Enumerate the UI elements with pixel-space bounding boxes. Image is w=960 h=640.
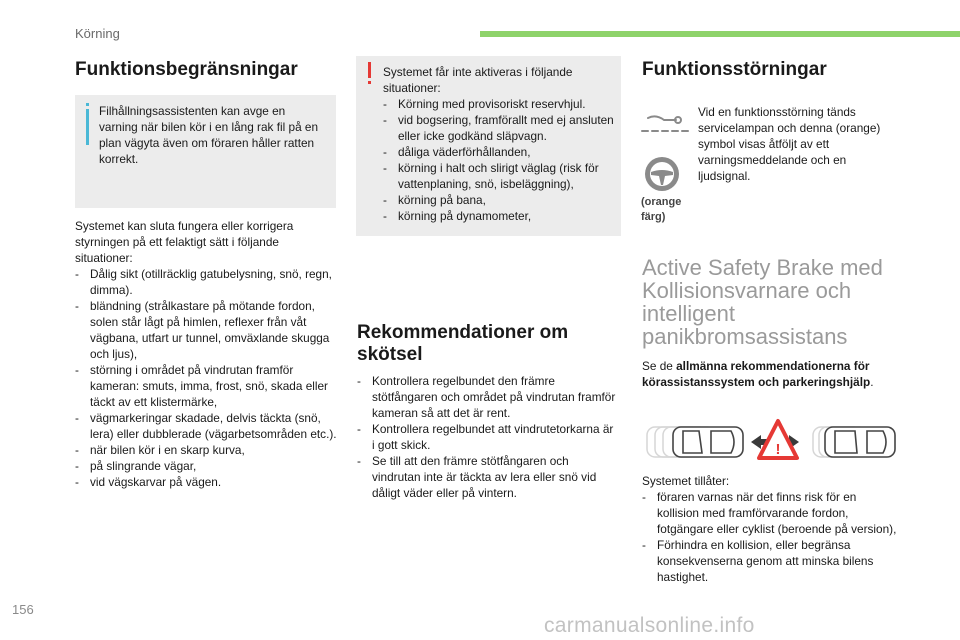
- icon-caption-line-2: färg): [641, 211, 666, 223]
- limitations-list: [75, 266, 337, 490]
- info-text: Filhållningsassistenten kan avge en varning när bilen kör i en lång rak fil på en plan vägyta även om föraren håller ratten korrekt.: [99, 104, 319, 166]
- lane-wrench-icon: [640, 112, 690, 136]
- info-box: [75, 95, 336, 208]
- warning-content: [383, 64, 615, 224]
- section-heading-limitations: Funktionsbegränsningar: [75, 59, 298, 80]
- list-item: - körning på bana,: [383, 192, 615, 208]
- allows-list: [642, 489, 900, 585]
- chapter-accent-bar: [480, 31, 960, 37]
- list-item: - körning i halt och slirigt väglag (risk för vattenplaning, snö, isbeläggning),: [383, 160, 615, 192]
- section-heading-care: Rekommendationer om skötsel: [357, 322, 569, 365]
- limitations-intro: Systemet kan sluta fungera eller korrigera styrningen på ett felaktigt sätt i följande situationer:: [75, 219, 294, 265]
- icon-caption-line-1: (orange: [641, 196, 682, 208]
- list-item: - föraren varnas när det finns risk för en kollision med framförvarande fordon, fotgängare eller cyklist (beroende på version),: [642, 489, 900, 537]
- section-heading-faults: Funktionsstörningar: [642, 59, 827, 80]
- section-heading-active-safety-brake: Active Safety Brake med Kollisionsvarnare och intelligent panikbromsassistans: [642, 255, 883, 349]
- list-item: - bländning (strålkastare på mötande fordon, solen står lågt på himlen, reflexer från våt vägbana, utfart ur tunnel, omväxlande skugga och ljus),: [75, 298, 337, 362]
- list-item: - på slingrande vägar,: [75, 458, 337, 474]
- car-collision-warning-illustration: [645, 418, 900, 468]
- svg-text:!: !: [775, 441, 781, 458]
- see-prefix: Se de: [642, 359, 677, 373]
- list-item: - störning i området på vindrutan framför kameran: smuts, imma, frost, snö, skada eller täckt av ett klistermärke,: [75, 362, 337, 410]
- info-icon: [86, 103, 89, 145]
- page-number: 156: [12, 602, 34, 617]
- list-item: - Körning med provisoriskt reservhjul.: [383, 96, 615, 112]
- list-item: - Kontrollera regelbundet den främre stötfångaren och området på vindrutan framför kameran så att det är rent.: [357, 373, 619, 421]
- list-item: - dåliga väderförhållanden,: [383, 144, 615, 160]
- icon-caption: [641, 195, 681, 225]
- list-item: - Kontrollera regelbundet att vindrutetorkarna är i gott skick.: [357, 421, 619, 453]
- care-body: [357, 373, 619, 501]
- list-item: - när bilen kör i en skarp kurva,: [75, 442, 337, 458]
- allows-body: [642, 473, 900, 585]
- see-recommendations: [642, 358, 898, 390]
- watermark: carmanualsonline.info: [544, 614, 755, 637]
- see-suffix: .: [870, 375, 874, 389]
- list-item: - vid vägskarvar på vägen.: [75, 474, 337, 490]
- limitations-body: [75, 218, 337, 490]
- warning-box: [356, 56, 621, 236]
- list-item: - körning på dynamometer,: [383, 208, 615, 224]
- list-item: - vid bogsering, framförallt med ej ansluten eller icke godkänd släpvagn.: [383, 112, 615, 144]
- care-list: [357, 373, 619, 501]
- warning-list: [383, 96, 615, 224]
- list-item: - Se till att den främre stötfångaren och vindrutan inte är täckta av lera eller snö vid dåligt väder eller på vintern.: [357, 453, 619, 501]
- steering-wheel-icon: [643, 155, 681, 193]
- see-bold-link: allmänna rekommendationerna för körassistanssystem och parkeringshjälp: [642, 359, 871, 389]
- fault-text: Vid en funktionsstörning tänds servicelampan och denna (orange) symbol visas åtföljt av ett varningsmeddelande och en ljudsignal.: [698, 105, 881, 183]
- chapter-title: Körning: [75, 26, 120, 41]
- warning-icon: [367, 62, 373, 90]
- list-item: - Förhindra en kollision, eller begränsa konsekvenserna genom att minska bilens hastighet.: [642, 537, 900, 585]
- list-item: - Dålig sikt (otillräcklig gatubelysning, snö, regn, dimma).: [75, 266, 337, 298]
- warning-intro: Systemet får inte aktiveras i följande situationer:: [383, 65, 573, 95]
- allows-intro: Systemet tillåter:: [642, 474, 730, 488]
- list-item: - vägmarkeringar skadade, delvis täckta (snö, lera) eller dubblerade (vägarbetsområden etc.).: [75, 410, 337, 442]
